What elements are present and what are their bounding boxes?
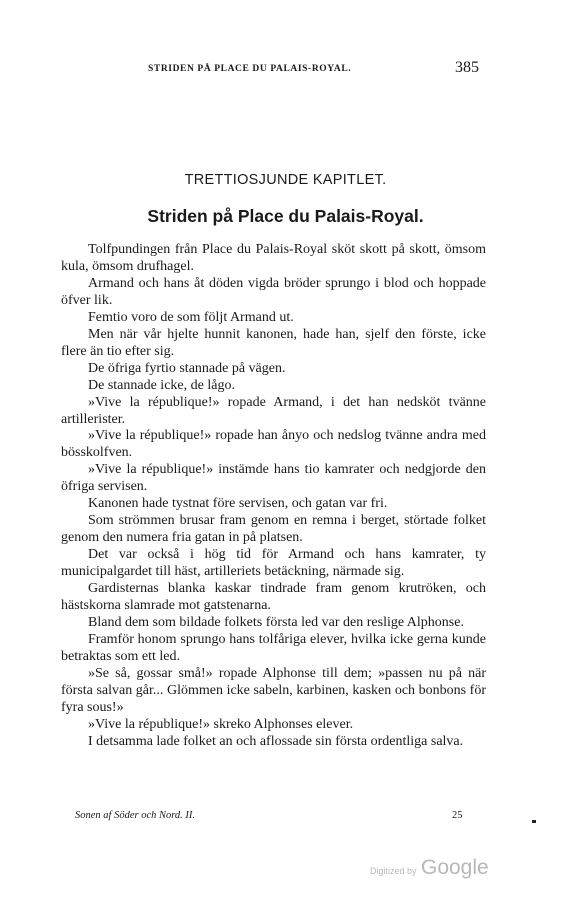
chapter-title: Striden på Place du Palais-Royal. xyxy=(147,206,424,226)
paragraph: Femtio voro de som följt Armand ut. xyxy=(88,309,294,325)
paragraph: »Vive la république!» ropade Armand, i det han nedsköt tvänne artillerister. xyxy=(61,394,486,427)
paragraph: Som strömmen brusar fram genom en remna i berget, störtade folket genom den numera fria gatan in på platsen. xyxy=(61,513,486,546)
paragraph: I detsamma lade folket an och aflossade sin första ordentliga salva. xyxy=(88,733,464,749)
body-text xyxy=(61,242,486,751)
paragraph: Bland dem som bildade folkets första led var den reslige Alphonse. xyxy=(88,614,464,630)
paragraph: »Vive la république!» instämde hans tio kamrater och nedgjorde den öfriga servisen. xyxy=(61,462,486,495)
paragraph: Kanonen hade tystnat före servisen, och gatan var fri. xyxy=(88,496,388,512)
footer-signature: 25 xyxy=(452,810,463,821)
ink-speck xyxy=(532,820,536,823)
watermark-prefix: Digitized by xyxy=(370,866,417,876)
paragraph: De öfriga fyrtio stannade på vägen. xyxy=(88,360,286,376)
paragraph: Armand och hans åt döden vigda bröder sprungo i blod och hoppade öfver lik. xyxy=(61,275,486,308)
paragraph: »Vive la république!» skreko Alphonses elever. xyxy=(88,716,354,732)
paragraph: Framför honom sprungo hans tolfåriga elever, hvilka icke gerna kunde betraktas som ett led. xyxy=(61,631,486,664)
paragraph: De stannade icke, de lågo. xyxy=(88,377,235,393)
paragraph: Men när vår hjelte hunnit kanonen, hade han, sjelf den förste, icke flere än tio efter sig. xyxy=(61,326,486,359)
footer-book-title: Sonen af Söder och Nord. II. xyxy=(75,810,196,821)
paragraph: Tolfpundingen från Place du Palais-Royal sköt skott på skott, ömsom kula, ömsom drufhagel. xyxy=(61,242,486,274)
page-number: 385 xyxy=(455,59,479,76)
chapter-heading: TRETTIOSJUNDE KAPITLET. xyxy=(184,172,387,188)
watermark-brand: Google xyxy=(420,856,489,879)
paragraph: »Vive la république!» ropade han ånyo och nedslog tvänne andra med bösskolfven. xyxy=(61,428,486,461)
digitized-watermark xyxy=(370,856,489,880)
paragraph: Gardisternas blanka kaskar tindrade fram genom krutröken, och hästskorna slamrade mot gatstenarna. xyxy=(61,581,486,614)
paragraph: »Se så, gossar små!» ropade Alphonse till dem; »passen nu på när första salvan går... Glömmen icke sabeln, karbinen, kasken och bonbons för fyra sous!» xyxy=(61,665,486,715)
running-head: STRIDEN PÅ PLACE DU PALAIS-ROYAL. xyxy=(148,64,352,74)
paragraph: Det var också i hög tid för Armand och hans kamrater, ty municipalgardet till häst, artilleriets betäckning, närmade sig. xyxy=(61,547,486,580)
